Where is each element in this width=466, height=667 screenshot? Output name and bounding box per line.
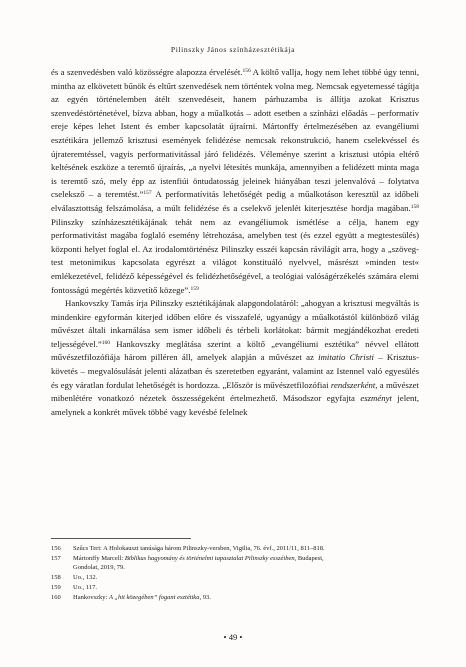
text-run: jelent, amelynek a konkrét művek többé vagy kevésbé felelnek	[51, 393, 420, 417]
footnote-item	[51, 593, 419, 603]
text-run: Mártonffy Marcell:	[73, 554, 125, 562]
footnote-item	[51, 544, 419, 554]
footnote-ref[interactable]: 159	[190, 285, 199, 292]
footnote-text: Uo., 132.	[73, 574, 98, 582]
text-run: Hankovszky meglátása szerint a költő „evangéliumi esztétika” névvel ellátott művészetfilozófiája három pilléren áll, amelyek alapján a művészet az	[51, 338, 419, 363]
footnote-number: 156	[51, 545, 61, 552]
footnote-item	[51, 554, 419, 564]
footnote-text	[73, 593, 419, 603]
text-run: Hankovszky Tamás írja Pilinszky esztétikájának alapgondolatáról: „ahogyan a krisztusi megváltás is mindenkire egyformán kiterjed időben előre és visszafelé, ugyanúgy a műalkotástól különböző világ művészet általi inkarnálása sem ismer időbeli és térbeli korlátokat: bármit megjándékozhat eredeti teljességével.”	[51, 298, 419, 349]
italic-title: A „hit közegében” fogant esztétika	[108, 593, 200, 601]
footnote-number: 159	[51, 583, 61, 591]
text-run: Hankovszky:	[73, 593, 109, 601]
italic-title: Biblikus hagyomány és történelmi tapasztalat Pilinszky esszéiben	[124, 554, 295, 562]
footnote-text: Szűcs Teri: A Holokauszt tanúsága három Pilinszky-versben, Vigilia, 76. évf., 2011/11, 811–818.	[73, 545, 325, 552]
paragraph	[51, 297, 419, 419]
footnote-number: 157	[51, 554, 61, 562]
page-number: • 49 •	[223, 632, 243, 642]
text-run: és a szenvedésben való közösségre alapozza érvelését.	[51, 67, 243, 77]
main-text	[51, 66, 419, 419]
text-run: – Krisztus-követés – megvalósulását jelenti alázatban és szeretetben egyaránt, valamint az Istennel való egyesülés és egy váratlan fordulat lehetőségét is hordozza. „Először is művészetfilozófiai	[51, 352, 420, 390]
footnote-text	[73, 554, 419, 564]
footnote-ref[interactable]: 160	[101, 339, 111, 346]
running-header: Pilinszky János színházesztétikája	[170, 45, 296, 54]
footnote-ref[interactable]: 158	[410, 203, 419, 210]
footnotes	[51, 544, 419, 602]
footnote-text: Uo., 117.	[73, 583, 97, 591]
italic-term: rendszerként	[330, 379, 376, 390]
footnote-continuation: Gondolat, 2019, 79.	[73, 564, 125, 572]
text-run: Pilinszky színházesztétikájának tehát nem az evangéliumok ismétlése a célja, hanem egy performativitást magába foglaló esemény létrehozása, amelyben test (és ezzel együtt a megtestesülés) központi helyet foglal el. Az irodalomtörténész Pilinszky esszéi kapcsán rávilágít arra, hogy a „szöveg-test metonimikus kapcsolata egyrészt a világot konstituáló nyelvvel, másrészt »minden test« emlékezetével, felidéző képességével és felidézhetőségével, a teológiai valóságérzékelés számára elemi fontosságú megértés közvetítő közege”.	[51, 216, 419, 295]
italic-term: imitatio Christi	[318, 352, 374, 363]
footnote-item	[51, 583, 419, 593]
text-run: , a művészet mibenlétére vonatkozó nézetek összességeként értelmezhető. Másodszor egyfajta	[51, 379, 419, 404]
footnote-divider	[51, 538, 191, 539]
text-run: A költő vallja, hogy nem lehet többé úgy tenni, mintha az elkövetett bűnök és eltűrt szenvedések nem történtek volna meg. Nemcsak egyetemessé tágítja az egyén történelemben átélt szenvedéseit, hanem párhuzamba is állítja azokat Krisztus szenvedéstörténetével, bízva abban, hogy a műalkotás – adott esetben a színházi előadás – performatív ereje képes lehet Istent és ember kapcsolatát újraírni. Mártonffy értelmezésében az evangéliumi esztétikára jellemző krisztusi események felidézése nemcsak rekonstrukció, hanem cselekvéssel és újrateremtéssel, vagyis performativitással járó felidézés. Véleménye szerint a krisztusi utópia eltérő keltésének eszköze a teremtő újraírás, „a nyelvi létesítés munkája, amennyiben a felidézett minta maga is teremtő szó, mely épp az istenfiúi öntudatosság jeleinek hiányában teszi jelenvalóvá – folytatva cseleksző – a teremtést.”	[51, 67, 420, 200]
footnote-ref[interactable]: 157	[143, 190, 152, 197]
italic-term: eszményt	[360, 393, 392, 404]
footnote-number: 160	[51, 593, 61, 601]
text-run: , Budapest,	[294, 554, 324, 562]
footnote-item	[51, 573, 419, 583]
text-run: , 93.	[199, 593, 211, 601]
footnote-number: 158	[51, 574, 61, 582]
footnote-ref[interactable]: 156	[242, 68, 251, 74]
text-run: A performatívitás lehetőségét pedig a műalkotáson keresztül az időbeli elválasztottság felszámolása, a múlt felidézése és a cselekvő jelenlét kiterjesztése hordja magában.	[51, 189, 419, 213]
paragraph	[51, 66, 419, 297]
